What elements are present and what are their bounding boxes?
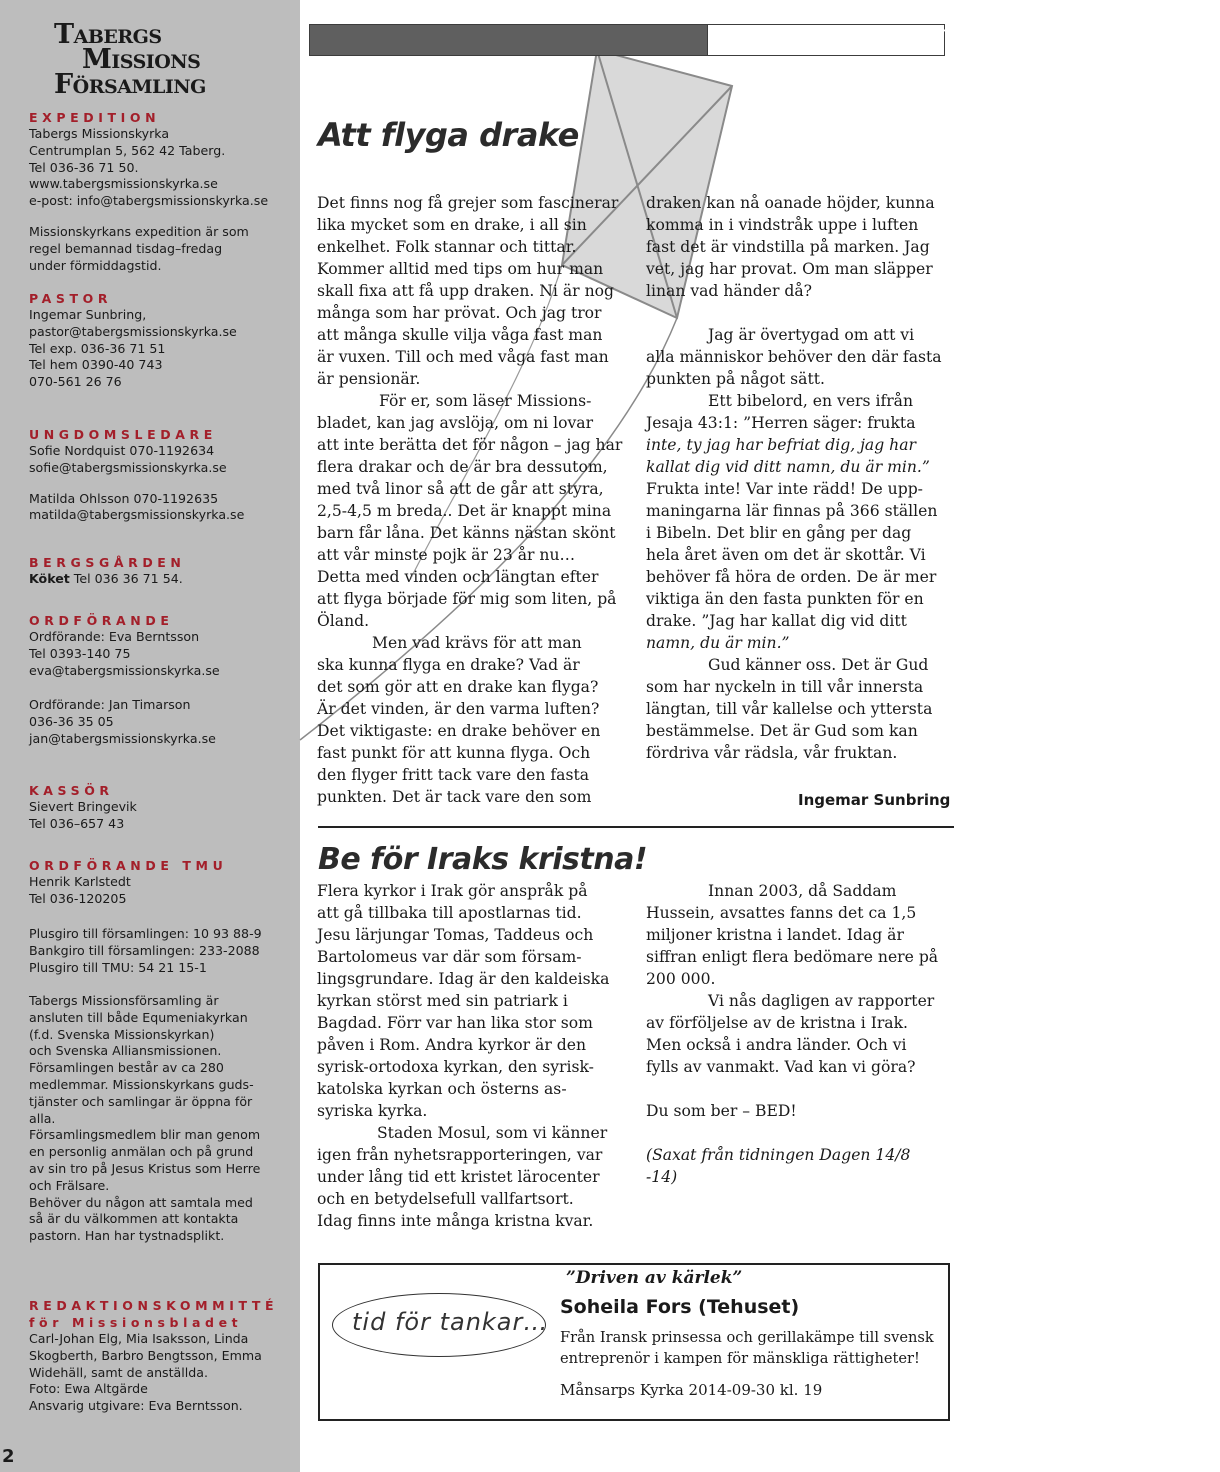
about-section — [29, 993, 294, 1245]
text-line: under lång tid ett kristet lärocenter — [317, 1168, 600, 1186]
chair-section — [29, 612, 294, 748]
pastor-heading: PASTOR — [29, 291, 113, 306]
text-line: barn får låna. Det känns nästan skönt — [317, 524, 616, 542]
text-line: fast det är vindstilla på marken. Jag — [646, 238, 930, 256]
text-line: att flyga började för mig som liten, på — [317, 590, 617, 608]
text-line: Men vad krävs för att man — [372, 634, 582, 652]
about-line: medlemmar. Missionskyrkans guds- — [29, 1076, 254, 1092]
text-line: Ett bibelord, en vers ifrån — [708, 392, 914, 410]
about-line: ansluten till både Equmeniakyrkan — [29, 1009, 248, 1025]
description-line: Från Iransk prinsessa och gerillakämpe till svensk — [560, 1329, 934, 1346]
event-quote: ”Driven av kärlek” — [566, 1268, 743, 1288]
website-link[interactable]: www.tabergsmissionskyrka.se — [29, 176, 218, 192]
about-line: (f.d. Svenska Missionskyrkan) — [29, 1026, 215, 1042]
text-line: För er, som läser Missions- — [379, 392, 592, 410]
text-line: hela året även om det är skottår. Vi — [646, 546, 926, 564]
banner-title: INSIKTEN — [720, 27, 1084, 52]
email-link[interactable]: jan@tabergsmissionskyrka.se — [29, 730, 216, 746]
article-title-kite: Att flyga drake — [318, 116, 579, 154]
text-line: och en betydelsefull vallfartsort. — [317, 1190, 574, 1208]
kitchen-phone: Tel 036 36 71 54. — [69, 571, 183, 586]
text-line: maningarna lär finnas på 366 ställen — [646, 502, 938, 520]
article-title-iraq: Be för Iraks kristna! — [318, 842, 648, 877]
text-line: Det viktigaste: en drake behöver en — [317, 722, 601, 740]
youth-leader-heading: UNGDOMSLEDARE — [29, 427, 217, 442]
youth-leader-section — [29, 426, 294, 524]
text-line: många som har prövat. Och jag tror — [317, 304, 602, 322]
text-line: den flyger fritt tack vare den fasta — [317, 766, 590, 784]
source-line: (Saxat från tidningen Dagen 14/8 — [646, 1146, 911, 1164]
text-line: behöver få höra de orden. De är mer — [646, 568, 937, 586]
chair-line: 036-36 35 05 — [29, 714, 114, 730]
about-line: och Frälsare. — [29, 1177, 110, 1193]
pastor-line: Tel exp. 036-36 71 51 — [29, 340, 166, 356]
expedition-note: Missionskyrkans expedition är som — [29, 223, 249, 239]
text-line: fylls av vanmakt. Vad kan vi göra? — [646, 1058, 916, 1076]
text-spacer — [646, 1122, 952, 1144]
text-spacer — [646, 302, 952, 324]
expedition-line: Tabergs Missionskyrka — [29, 126, 170, 141]
thought-label: tid för tankar… — [352, 1308, 549, 1336]
text-line: alla människor behöver den där fasta — [646, 348, 942, 366]
about-line: pastorn. Han har tystnadsplikt. — [29, 1228, 225, 1244]
text-line: är vuxen. Till och med våga fast man — [317, 348, 609, 366]
text-line: skall fixa att få upp draken. Ni är nog — [317, 282, 614, 300]
kitchen-label: Köket — [29, 571, 70, 586]
text-line: Vi nås dagligen av rapporter — [708, 992, 935, 1010]
expedition-line: Centrumplan 5, 562 42 Taberg. — [29, 142, 226, 158]
text-line: att inte berätta det för någon – jag har — [317, 436, 623, 454]
text-line: enkelhet. Folk stannar och tittar. — [317, 238, 577, 256]
event-description — [560, 1327, 934, 1369]
bergsgarden-heading: BERGSGÅRDEN — [29, 555, 186, 570]
logo-line-3: Församling — [54, 69, 206, 100]
text-line: punkten. Det är tack vare den som — [317, 788, 592, 806]
text-line: bestämmelse. Det är Gud som kan — [646, 722, 918, 740]
text-line: Detta med vinden och längtan efter — [317, 568, 599, 586]
chair-heading: ORDFÖRANDE — [29, 613, 174, 628]
youth-leader-line: Sofie Nordquist 070-1192634 — [29, 443, 215, 458]
text-line: att vår minste pojk är 23 år nu… — [317, 546, 576, 564]
text-line: kyrkan störst med sin patriark i — [317, 992, 568, 1010]
email-link[interactable]: matilda@tabergsmissionskyrka.se — [29, 507, 245, 523]
expedition-section — [29, 109, 294, 274]
text-spacer — [646, 1078, 952, 1100]
giro-line: Plusgiro till TMU: 54 21 15-1 — [29, 959, 207, 975]
article-iraq-column-2 — [646, 880, 952, 1188]
text-line: viktiga än den fasta punkten för en — [646, 590, 924, 608]
editorial-heading: REDAKTIONSKOMMITTÉ — [29, 1298, 279, 1313]
about-line: alla. — [29, 1110, 56, 1126]
text-line: Flera kyrkor i Irak gör anspråk på — [317, 882, 588, 900]
section-divider — [318, 826, 954, 828]
pastor-line: Tel hem 0390-40 743 — [29, 357, 163, 373]
text-line: Jag är övertygad om att vi — [708, 326, 915, 344]
text-line: Bagdad. Förr var han lika stor som — [317, 1014, 593, 1032]
text-line: Staden Mosul, som vi känner — [377, 1124, 608, 1142]
text-line: fördriva vår rädsla, vår fruktan. — [646, 744, 898, 762]
text-line: Du som ber – BED! — [646, 1102, 797, 1120]
text-line: komma in i vindstråk uppe i luften — [646, 216, 919, 234]
text-line: syrisk-ortodoxa kyrkan, den syrisk- — [317, 1058, 594, 1076]
text-line: vet, jag har provat. Om man släpper — [646, 260, 933, 278]
text-line: det som gör att en drake kan flyga? — [317, 678, 599, 696]
expedition-heading: EXPEDITION — [29, 110, 161, 125]
text-line: siffran enligt flera bedömare nere på — [646, 948, 939, 966]
text-line: Det finns nog få grejer som fascinerar — [317, 194, 619, 212]
tmu-chair-heading: ORDFÖRANDE TMU — [29, 858, 228, 873]
tmu-chair-section — [29, 857, 294, 908]
text-line: längtan, till vår kallelse och yttersta — [646, 700, 933, 718]
text-line: Hussein, avsattes fanns det ca 1,5 — [646, 904, 917, 922]
text-line: katolska kyrkan och österns as- — [317, 1080, 567, 1098]
text-line: ska kunna flyga en drake? Vad är — [317, 656, 580, 674]
bergsgarden-section — [29, 554, 294, 588]
text-line: draken kan nå oanade höjder, kunna — [646, 194, 935, 212]
about-line: en personlig anmälan och på grund — [29, 1144, 254, 1160]
text-line: bladet, kan jag avslöja, om ni lovar — [317, 414, 594, 432]
section-banner — [309, 24, 1084, 56]
editorial-line: Skogberth, Barbro Bengtsson, Emma — [29, 1347, 262, 1363]
article-iraq-column-1 — [317, 880, 633, 1232]
chair-line: Tel 0393-140 75 — [29, 645, 131, 661]
tmu-chair-line: Tel 036-120205 — [29, 890, 127, 906]
tmu-chair-line: Henrik Karlstedt — [29, 874, 131, 889]
text-line: 2,5-4,5 m breda.. Det är knappt mina — [317, 502, 612, 520]
text-line: att gå tillbaka till apostlarnas tid. — [317, 904, 582, 922]
text-line: Gud känner oss. Det är Gud — [708, 656, 929, 674]
text-line: miljoner kristna i landet. Idag är — [646, 926, 904, 944]
article-signature: Ingemar Sunbring — [798, 791, 951, 809]
scripture-line: inte, ty jag har befriat dig, jag har — [646, 436, 916, 454]
text-line: linan vad händer då? — [646, 282, 813, 300]
article-kite-column-2 — [646, 192, 952, 764]
logo-line-2: Missions — [82, 44, 201, 75]
text-line: flera drakar och de är bra dessutom, — [317, 458, 608, 476]
email-link[interactable]: pastor@tabergsmissionskyrka.se — [29, 323, 237, 339]
treasurer-line: Sievert Bringevik — [29, 799, 137, 814]
editorial-line: Ansvarig utgivare: Eva Berntsson. — [29, 1398, 243, 1414]
email-link[interactable]: sofie@tabergsmissionskyrka.se — [29, 459, 227, 475]
pastor-line: Ingemar Sunbring, — [29, 307, 147, 322]
editorial-section — [29, 1297, 294, 1415]
giro-section — [29, 926, 294, 976]
email-link[interactable]: e-post: info@tabergsmissionskyrka.se — [29, 193, 269, 209]
text-line: av förföljelse av de kristna i Irak. — [646, 1014, 909, 1032]
about-line: så är du välkommen att kontakta — [29, 1211, 239, 1227]
source-line: -14) — [646, 1168, 678, 1186]
page-number: 2 — [2, 1446, 15, 1467]
editorial-line: Carl-Johan Elg, Mia Isaksson, Linda — [29, 1331, 249, 1346]
scripture-line: namn, du är min.” — [646, 634, 790, 652]
article-kite-column-1 — [317, 192, 633, 808]
text-line: med två linor så att de går att styra, — [317, 480, 604, 498]
text-line: Frukta inte! Var inte rädd! De upp- — [646, 480, 923, 498]
scripture-line: drake. ”Jag har kallat dig vid ditt — [646, 612, 907, 630]
text-line: är pensionär. — [317, 370, 421, 388]
editorial-heading: för Missionsbladet — [29, 1315, 243, 1330]
text-line: Idag finns inte många kristna kvar. — [317, 1212, 594, 1230]
about-line: Tabergs Missionsförsamling är — [29, 993, 219, 1008]
text-line: lika mycket som en drake, i all sin — [317, 216, 587, 234]
text-line: Öland. — [317, 612, 370, 630]
expedition-line: Tel 036-36 71 50. — [29, 159, 139, 175]
text-line: syriska kyrka. — [317, 1102, 428, 1120]
scripture-line: Jesaja 43:1: ”Herren säger: frukta — [646, 414, 916, 432]
about-line: Församlingen består av ca 280 — [29, 1060, 224, 1076]
treasurer-section — [29, 782, 294, 833]
treasurer-heading: KASSÖR — [29, 783, 114, 798]
about-line: Behöver du någon att samtala med — [29, 1194, 253, 1210]
chair-line: Ordförande: Eva Berntsson — [29, 629, 200, 644]
editorial-line: Foto: Ewa Altgärde — [29, 1381, 148, 1397]
about-line: Församlingsmedlem blir man genom — [29, 1127, 261, 1143]
logo-line-1: Tabergs — [54, 19, 162, 50]
text-line: påven i Rom. Andra kyrkor är den — [317, 1036, 587, 1054]
expedition-note: regel bemannad tisdag–fredag — [29, 240, 223, 256]
text-line: Bartolomeus var där som försam- — [317, 948, 582, 966]
text-line: Innan 2003, då Saddam — [708, 882, 897, 900]
text-line: Jesu lärjungar Tomas, Taddeus och — [317, 926, 594, 944]
event-speaker: Soheila Fors (Tehuset) — [560, 1296, 800, 1318]
church-logo — [54, 19, 294, 100]
editorial-line: Widehäll, samt de anställda. — [29, 1364, 208, 1380]
text-line: igen från nyhetsrapporteringen, var — [317, 1146, 603, 1164]
text-line: fast punkt för att kunna flyga. Och — [317, 744, 591, 762]
text-line: i Bibeln. Det blir en gång per dag — [646, 524, 912, 542]
text-line: lingsgrundare. Idag är den kaldeiska — [317, 970, 610, 988]
text-line: Är det vinden, är den varma luften? — [317, 700, 600, 718]
text-line: punkten på något sätt. — [646, 370, 825, 388]
scripture-line: kallat dig vid ditt namn, du är min.” — [646, 458, 930, 476]
text-line: att många skulle vilja våga fast man — [317, 326, 603, 344]
giro-line: Bankgiro till församlingen: 233-2088 — [29, 942, 260, 958]
about-line: tjänster och samlingar är öppna för — [29, 1093, 253, 1109]
pastor-section — [29, 290, 294, 391]
text-line: Kommer alltid med tips om hur man — [317, 260, 604, 278]
pastor-line: 070-561 26 76 — [29, 374, 122, 390]
text-line: som har nyckeln in till vår innersta — [646, 678, 924, 696]
giro-line: Plusgiro till församlingen: 10 93 88-9 — [29, 926, 262, 941]
event-time-place: Månsarps Kyrka 2014-09-30 kl. 19 — [560, 1381, 823, 1399]
text-line: 200 000. — [646, 970, 716, 988]
text-line: Men också i andra länder. Och vi — [646, 1036, 907, 1054]
youth-leader-line: Matilda Ohlsson 070-1192635 — [29, 490, 219, 506]
about-line: och Svenska Alliansmissionen. — [29, 1043, 222, 1059]
treasurer-line: Tel 036–657 43 — [29, 815, 125, 831]
about-line: av sin tro på Jesus Kristus som Herre — [29, 1160, 261, 1176]
expedition-note: under förmiddagstid. — [29, 257, 162, 273]
description-line: entreprenör i kampen för mänskliga rättigheter! — [560, 1350, 920, 1367]
email-link[interactable]: eva@tabergsmissionskyrka.se — [29, 662, 220, 678]
chair-line: Ordförande: Jan Timarson — [29, 697, 191, 713]
